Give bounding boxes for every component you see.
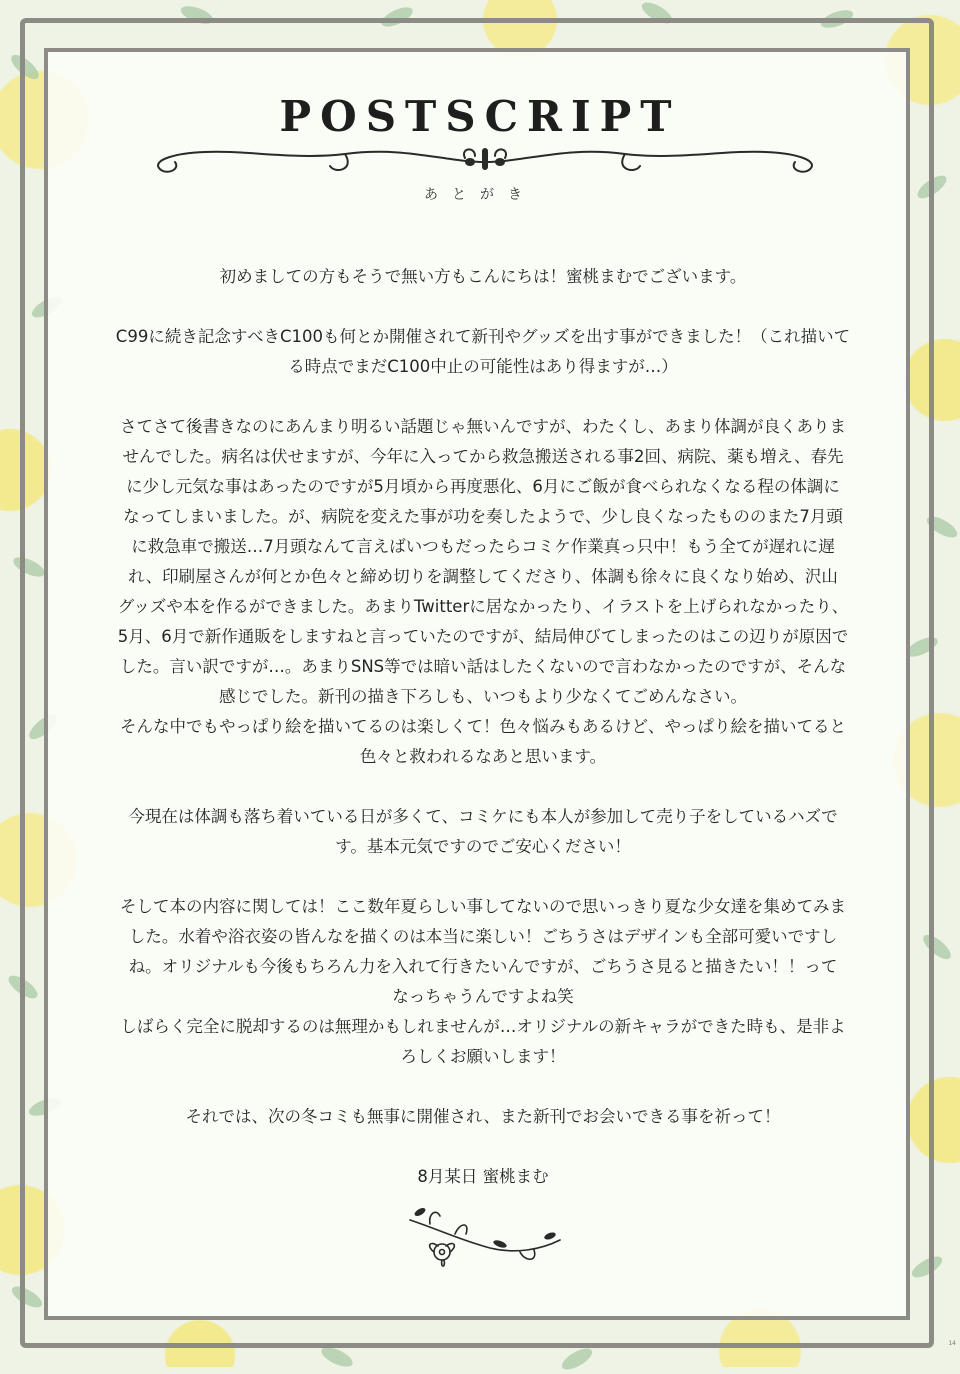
letter-body <box>100 262 866 1222</box>
text-line: しばらく完全に脱却するのは無理かもしれませんが…オリジナルの新キャラができた時も、是非よ <box>120 1017 846 1036</box>
page-number: 14 <box>948 1340 956 1347</box>
text-line: C99に続き記念すべきC100も何とか開催されて新刊やグッズを出す事ができました！（これ描いて <box>115 327 851 346</box>
flower-sprig-icon <box>400 1200 565 1270</box>
text-line: る時点でまだC100中止の可能性はあり得ますが…） <box>288 357 678 376</box>
subtitle: あとがき <box>424 187 536 203</box>
text-line: す。基本元気ですのでご安心ください！ <box>335 837 631 856</box>
text-line: それでは、次の冬コミも無事に開催され、また新刊でお会いできる事を祈って！ <box>185 1107 781 1126</box>
text-line: 5月、6月で新作通販をしますねと言っていたのですが、結局伸びてしまったのはこの辺りが原因で <box>117 627 849 646</box>
page-title: POSTSCRIPT <box>279 92 681 141</box>
text-line: に救急車で搬送…7月頭なんて言えばいつもだったらコミケ作業真っ只中！もう全てが遅れに遅 <box>131 537 835 556</box>
paragraph <box>100 322 866 382</box>
text-line: グッズや本を作るができました。あまりTwitterに居なかったり、イラストを上げられなかったり、 <box>117 597 849 616</box>
flourish-divider-icon <box>145 140 825 184</box>
text-line: 8月某日 蜜桃まむ <box>417 1167 549 1186</box>
text-line: に少し元気な事はあったのですが5月頃から再度悪化、6月にご飯が食べられなくなる程の体調に <box>126 477 840 496</box>
text-line: そんな中でもやっぱり絵を描いてるのは楽しくて！色々悩みもあるけど、やっぱり絵を描いてると <box>120 717 846 736</box>
text-line: した。水着や浴衣姿の皆んなを描くのは本当に楽しい！ごちうさはデザインも全部可愛いですし <box>128 927 838 946</box>
paragraph <box>100 892 866 1072</box>
text-line: なってしまいました。が、病院を変えた事が功を奏したようで、少し良くなったもののまた7月頭 <box>123 507 843 526</box>
text-line: ろしくお願いします！ <box>400 1047 566 1066</box>
text-line: なっちゃうんですよね笑 <box>392 987 574 1006</box>
text-line: さてさて後書きなのにあんまり明るい話題じゃ無いんですが、わたくし、あまり体調が良くありま <box>120 417 846 436</box>
text-line: した。言い訳ですが…。あまりSNS等では暗い話はしたくないので言わなかったのですが、そんな <box>119 657 847 676</box>
text-line: 初めましての方もそうで無い方もこんにちは！蜜桃まむでございます。 <box>219 267 747 286</box>
text-line: ね。オリジナルも今後もちろん力を入れて行きたいんですが、ごちうさ見ると描きたい！！って <box>128 957 838 976</box>
paragraph <box>100 412 866 772</box>
signature <box>100 1162 866 1192</box>
text-line: 今現在は体調も落ち着いている日が多くて、コミケにも本人が参加して売り子をしているハズで <box>128 807 838 826</box>
text-line: せんでした。病名は伏せますが、今年に入ってから救急搬送される事2回、病院、薬も増え、春先 <box>122 447 844 466</box>
text-line: れ、印刷屋さんが何とか色々と締め切りを調整してくださり、体調も徐々に良くなり始め、沢山 <box>128 567 838 586</box>
paragraph <box>100 1102 866 1132</box>
paragraph <box>100 262 866 292</box>
text-line: 感じでした。新刊の描き下ろしも、いつもより少なくてごめんなさい。 <box>219 687 747 706</box>
text-line: そして本の内容に関しては！ここ数年夏らしい事してないので思いっきり夏な少女達を集めてみま <box>120 897 846 916</box>
paragraph <box>100 802 866 862</box>
text-line: 色々と救われるなあと思います。 <box>359 747 607 766</box>
